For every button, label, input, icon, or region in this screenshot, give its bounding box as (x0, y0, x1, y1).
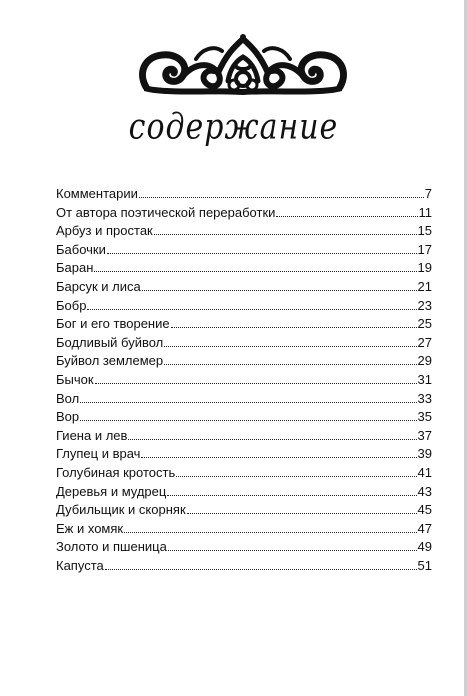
toc-entry-page-number: 7 (424, 186, 432, 201)
dot-leader (142, 289, 417, 291)
toc-entry-title: Еж и хомяк (56, 520, 124, 536)
toc-entry-title: Бабочки (56, 241, 106, 257)
toc-entry-page-number: 39 (417, 446, 432, 462)
toc-entry-title: Комментарии (56, 186, 138, 201)
toc-entry (56, 501, 432, 520)
toc-entry (56, 371, 432, 390)
toc-entry-page-number: 51 (417, 557, 432, 573)
toc-entry-title: Гиена и лев (56, 427, 128, 443)
toc-entry (56, 222, 432, 241)
dot-leader (164, 363, 416, 365)
toc-entry (56, 185, 432, 204)
dot-leader (176, 475, 416, 477)
dot-leader (80, 419, 416, 421)
toc-entry (56, 241, 432, 260)
toc-entry-title: Дубильщик и скорняк (56, 502, 186, 518)
toc-entry-page-number: 49 (417, 539, 432, 555)
toc-entry (56, 538, 432, 557)
toc-entry-title: Золото и пшеница (56, 539, 167, 555)
dot-leader (124, 531, 416, 533)
dot-leader (171, 326, 417, 328)
toc-entry (56, 390, 432, 409)
dot-leader (87, 308, 416, 310)
toc-entry-title: От автора поэтической переработки (56, 204, 276, 220)
toc-entry (56, 557, 432, 576)
toc-entry-title: Бычок (56, 371, 94, 387)
page-title: содержание (128, 106, 339, 149)
toc-entry-title: Деревья и мудрец (56, 483, 167, 499)
dot-leader (141, 456, 416, 458)
toc-entry (56, 464, 432, 483)
toc-entry (56, 334, 432, 353)
table-of-contents (56, 185, 432, 575)
toc-entry-page-number: 45 (417, 502, 432, 518)
toc-entry-page-number: 19 (417, 260, 432, 276)
toc-entry (56, 445, 432, 464)
toc-entry-page-number: 37 (417, 427, 432, 443)
toc-entry (56, 259, 432, 278)
toc-entry-page-number: 27 (417, 334, 432, 350)
toc-entry-page-number: 33 (417, 390, 432, 406)
toc-entry (56, 315, 432, 334)
toc-entry (56, 352, 432, 371)
toc-entry (56, 427, 432, 446)
toc-entry (56, 278, 432, 297)
toc-entry-page-number: 31 (417, 371, 432, 387)
ornament-icon (136, 33, 350, 105)
toc-entry-page-number: 21 (417, 278, 432, 294)
dot-leader (139, 196, 424, 198)
dot-leader (164, 345, 416, 347)
dot-leader (105, 568, 417, 570)
toc-entry (56, 408, 432, 427)
toc-entry-title: Вол (56, 390, 80, 406)
toc-entry-title: Вор (56, 409, 80, 425)
dot-leader (128, 438, 416, 440)
dot-leader (80, 401, 416, 403)
toc-entry-title: Голубиная кротость (56, 464, 176, 480)
dot-leader (276, 215, 417, 217)
toc-entry-page-number: 43 (417, 483, 432, 499)
toc-entry-title: Глупец и врач (56, 446, 141, 462)
toc-entry-page-number: 15 (417, 223, 432, 239)
toc-entry-page-number: 29 (417, 353, 432, 369)
toc-entry (56, 520, 432, 539)
toc-entry-title: Бодливый буйвол (56, 334, 164, 350)
dot-leader (107, 252, 417, 254)
toc-entry (56, 204, 432, 223)
toc-entry-page-number: 41 (417, 464, 432, 480)
toc-entry (56, 297, 432, 316)
dot-leader (95, 382, 417, 384)
toc-entry (56, 483, 432, 502)
toc-entry-title: Баран (56, 260, 94, 276)
toc-entry-page-number: 17 (417, 241, 432, 257)
dot-leader (187, 512, 417, 514)
toc-entry-page-number: 47 (417, 520, 432, 536)
toc-entry-title: Бог и его творение (56, 316, 170, 332)
dot-leader (168, 549, 417, 551)
toc-entry-page-number: 23 (417, 297, 432, 313)
toc-entry-title: Барсук и лиса (56, 278, 141, 294)
toc-entry-title: Арбуз и простак (56, 223, 153, 239)
toc-entry-page-number: 25 (417, 316, 432, 332)
toc-entry-title: Буйвол землемер (56, 353, 164, 369)
dot-leader (154, 233, 417, 235)
toc-entry-page-number: 35 (417, 409, 432, 425)
toc-entry-title: Капуста (56, 557, 104, 573)
dot-leader (167, 494, 416, 496)
dot-leader (94, 270, 416, 272)
toc-entry-page-number: 11 (418, 204, 432, 220)
toc-entry-title: Бобр (56, 297, 87, 313)
